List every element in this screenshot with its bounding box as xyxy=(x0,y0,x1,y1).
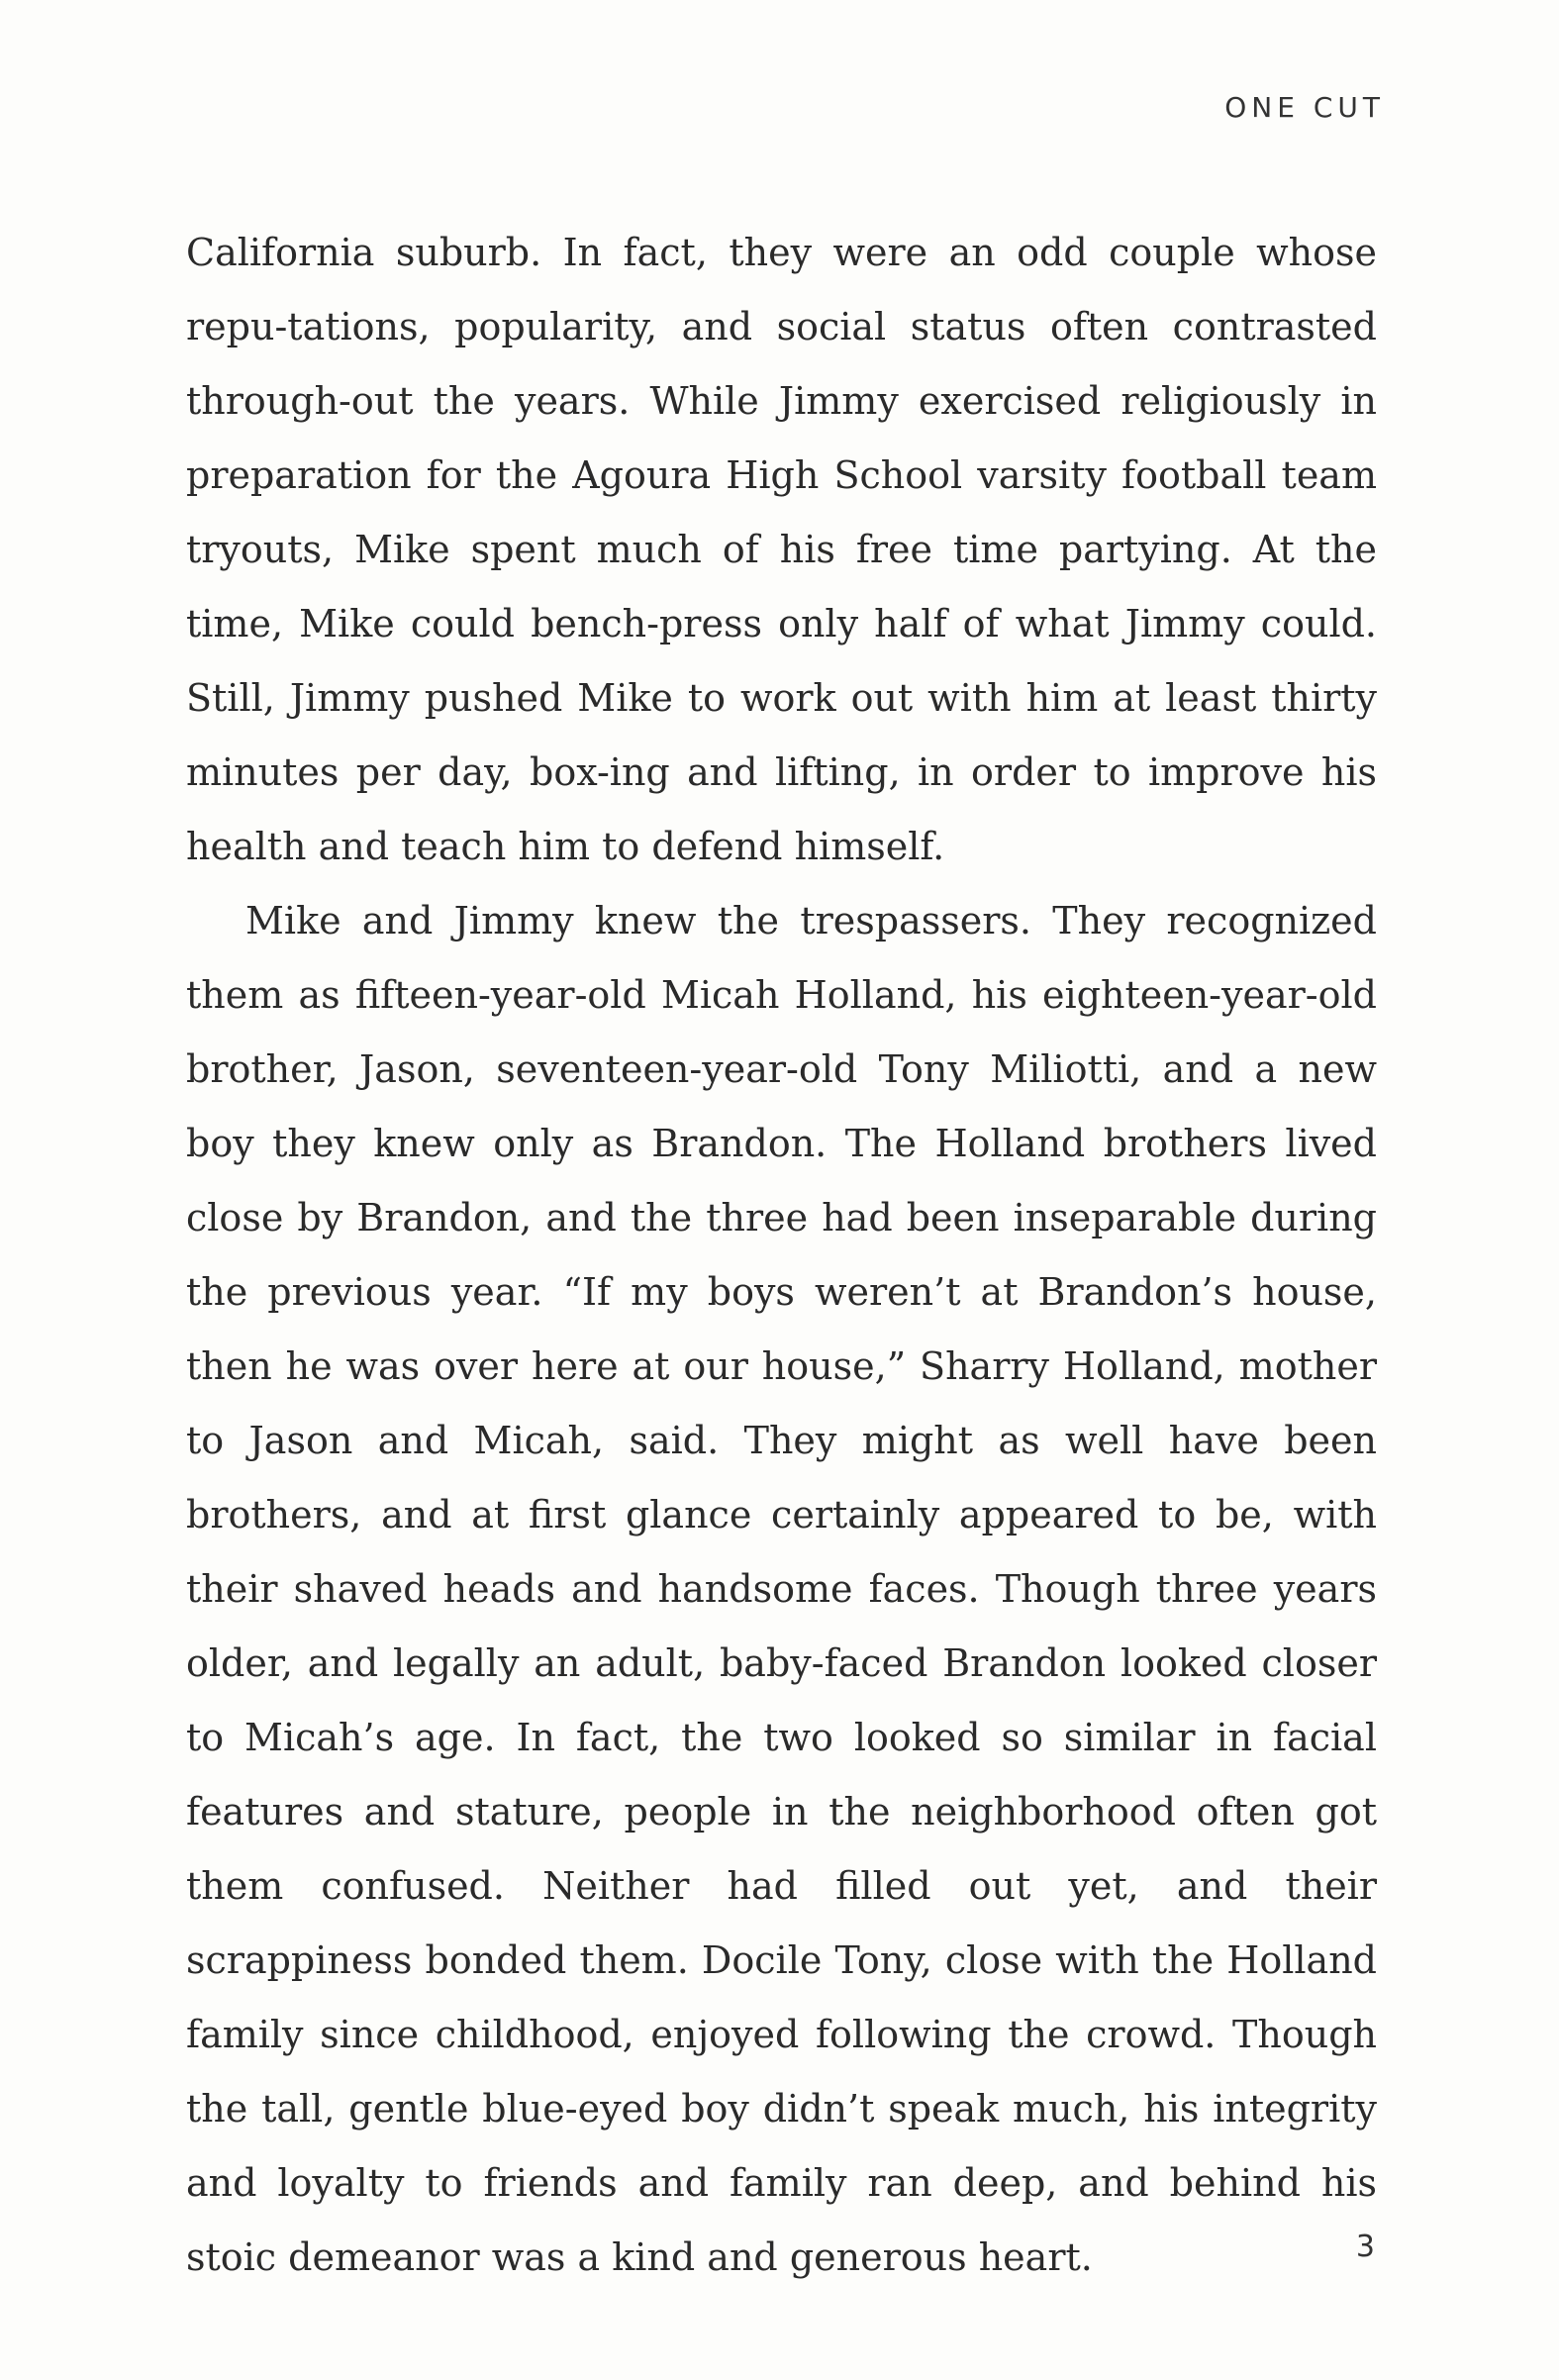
running-head: ONE CUT xyxy=(1224,91,1385,124)
body-text xyxy=(186,216,1377,2295)
paragraph-2: Mike and Jimmy knew the trespassers. They recognized them as fifteen-year-old Micah Holland, his eighteen-year-old brother, Jason, seventeen-year-old Tony Miliotti, and a new boy they knew only as Brandon. The Holland brothers lived close by Brandon, and the three had been inseparable during the previous year. “If my boys weren’t at Brandon’s house, then he was over here at our house,” Sharry Holland, mother to Jason and Micah, said. They might as well have been brothers, and at first glance certainly appeared to be, with their shaved heads and handsome faces. Though three years older, and legally an adult, baby-faced Brandon looked closer to Micah’s age. In fact, the two looked so similar in facial features and stature, people in the neighborhood often got them confused. Neither had filled out yet, and their scrappiness bonded them. Docile Tony, close with the Holland family since childhood, enjoyed following the crowd. Though the tall, gentle blue-eyed boy didn’t speak much, his integrity and loyalty to friends and family ran deep, and behind his stoic demeanor was a kind and generous heart. xyxy=(186,899,1377,2279)
page-number: 3 xyxy=(1355,2230,1375,2264)
paragraph-1: California suburb. In fact, they were an odd couple whose repu-tations, popularity, and social status often contrasted through-out the years. While Jimmy exercised religiously in preparation for the Agoura High School varsity football team tryouts, Mike spent much of his free time partying. At the time, Mike could bench-press only half of what Jimmy could. Still, Jimmy pushed Mike to work out with him at least thirty minutes per day, box-ing and lifting, in order to improve his health and teach him to defend himself. xyxy=(186,231,1377,868)
